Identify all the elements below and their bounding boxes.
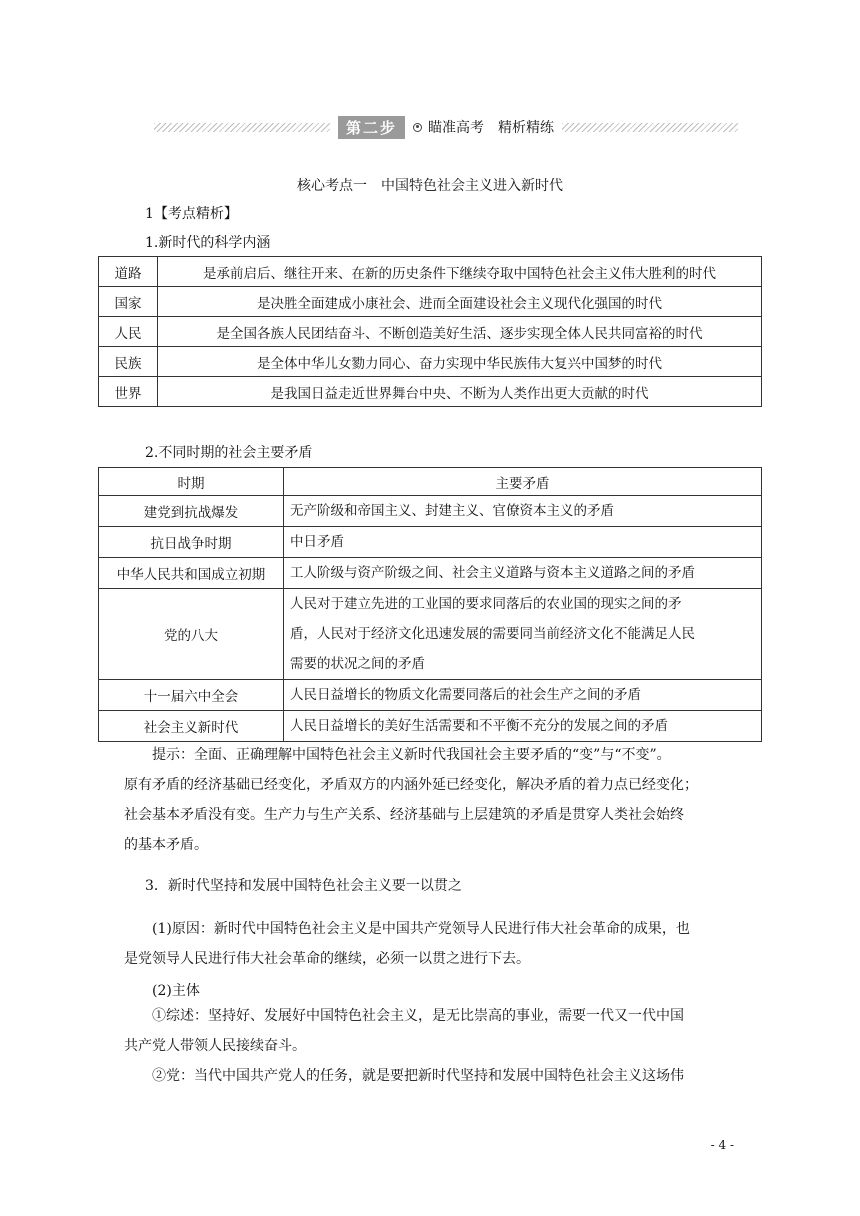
- table2-period: 中华人民共和国成立初期: [99, 558, 284, 589]
- table2-period: 建党到抗战爆发: [99, 496, 284, 527]
- table1-row: [99, 287, 762, 317]
- table2-contradiction-line: 人民日益增长的美好生活需要和不平衡不充分的发展之间的矛盾: [290, 718, 668, 734]
- table2-contradiction-line: 人民对于建立先进的工业国的要求同落后的农业国的现实之间的矛: [290, 596, 682, 612]
- item-2-title: 2.不同时期的社会主要矛盾: [145, 445, 313, 461]
- table1-text: 是承前启后、继往开来、在新的历史条件下继续夺取中国特色社会主义伟大胜利的时代: [158, 257, 762, 287]
- tip-paragraph: [124, 740, 744, 860]
- table1-row: [99, 347, 762, 377]
- table1-label: 道路: [99, 257, 158, 287]
- item-3-title: 3．新时代坚持和发展中国特色社会主义要一以贯之: [145, 878, 462, 894]
- table2-contradiction: [284, 589, 762, 680]
- table2-contradiction-line: 盾，人民对于经济文化迅速发展的需要同当前经济文化不能满足人民: [290, 626, 695, 642]
- reason-line: (1)原因：新时代中国特色社会主义是中国共产党领导人民进行伟大社会革命的成果，也: [152, 921, 690, 937]
- table2-row: [99, 589, 762, 680]
- reason-paragraph: [124, 914, 744, 974]
- banner-text: 瞄准高考 精析精练: [428, 120, 555, 136]
- item-1-title: 1.新时代的科学内涵: [145, 235, 271, 251]
- party-line: ②党：当代中国共产党人的任务，就是要把新时代坚持和发展中国特色社会主义这场伟: [152, 1068, 684, 1084]
- table1-row: [99, 317, 762, 347]
- table2-contradiction: [284, 680, 762, 711]
- page-number: - 4 -: [710, 1138, 734, 1152]
- table2-contradiction: [284, 527, 762, 558]
- table1-label: 世界: [99, 377, 158, 407]
- tip-line: 原有矛盾的经济基础已经变化，矛盾双方的内涵外延已经变化，解决矛盾的着力点已经变化；: [124, 777, 698, 793]
- table2-period: 社会主义新时代: [99, 711, 284, 742]
- table2-row: [99, 496, 762, 527]
- section-banner: [154, 116, 738, 138]
- table1-row: [99, 377, 762, 407]
- party-paragraph: [124, 1061, 744, 1091]
- header-period: 时期: [99, 468, 284, 496]
- table-main-contradictions: [98, 467, 762, 742]
- table2-row: [99, 558, 762, 589]
- section-title: 核心考点一 中国特色社会主义进入新时代: [297, 178, 563, 194]
- table2-row: [99, 680, 762, 711]
- table2-contradiction: [284, 496, 762, 527]
- table2-period: 十一届六中全会: [99, 680, 284, 711]
- table-new-era-meaning: [98, 256, 762, 407]
- subheading-key-points: 1【考点精析】: [145, 206, 238, 222]
- table2-contradiction-line: 无产阶级和帝国主义、封建主义、官僚资本主义的矛盾: [290, 503, 614, 519]
- summary-paragraph: [124, 1001, 744, 1061]
- summary-line: ①综述：坚持好、发展好中国特色社会主义，是无比崇高的事业，需要一代又一代中国: [152, 1008, 684, 1024]
- subject-title: (2)主体: [152, 983, 200, 999]
- table1-text: 是决胜全面建成小康社会、进而全面建设社会主义现代化强国的时代: [158, 287, 762, 317]
- tip-line: 提示：全面、正确理解中国特色社会主义新时代我国社会主要矛盾的“变”与“不变”。: [152, 747, 671, 763]
- banner-hatch-left: [154, 123, 330, 132]
- table1-label: 民族: [99, 347, 158, 377]
- table1-label: 国家: [99, 287, 158, 317]
- summary-line: 共产党人带领人民接续奋斗。: [124, 1038, 306, 1054]
- tip-line: 社会基本矛盾没有变。生产力与生产关系、经济基础与上层建筑的矛盾是贯穿人类社会始终: [124, 807, 684, 823]
- banner-hatch-right: [562, 123, 738, 132]
- table2-contradiction: [284, 711, 762, 742]
- table2-contradiction-line: 中日矛盾: [290, 534, 344, 550]
- tip-line: 的基本矛盾。: [124, 837, 208, 853]
- table1-label: 人民: [99, 317, 158, 347]
- reason-line: 是党领导人民进行伟大社会革命的继续，必须一以贯之进行下去。: [124, 951, 530, 967]
- table1-text: 是全体中华儿女勠力同心、奋力实现中华民族伟大复兴中国梦的时代: [158, 347, 762, 377]
- table1-text: 是我国日益走近世界舞台中央、不断为人类作出更大贡献的时代: [158, 377, 762, 407]
- table2-period: 抗日战争时期: [99, 527, 284, 558]
- header-contradiction: 主要矛盾: [284, 468, 762, 496]
- table2-contradiction-line: 工人阶级与资产阶级之间、社会主义道路与资本主义道路之间的矛盾: [290, 565, 695, 581]
- step-badge: 第二步: [338, 116, 405, 139]
- table2-row: [99, 711, 762, 742]
- target-icon: [413, 123, 422, 132]
- table1-row: [99, 257, 762, 287]
- table2-contradiction-line: 人民日益增长的物质文化需要同落后的社会生产之间的矛盾: [290, 687, 641, 703]
- table2-period: 党的八大: [99, 589, 284, 680]
- table2-contradiction-line: 需要的状况之间的矛盾: [290, 656, 425, 672]
- table1-text: 是全国各族人民团结奋斗、不断创造美好生活、逐步实现全体人民共同富裕的时代: [158, 317, 762, 347]
- table2-contradiction: [284, 558, 762, 589]
- table2-row: [99, 527, 762, 558]
